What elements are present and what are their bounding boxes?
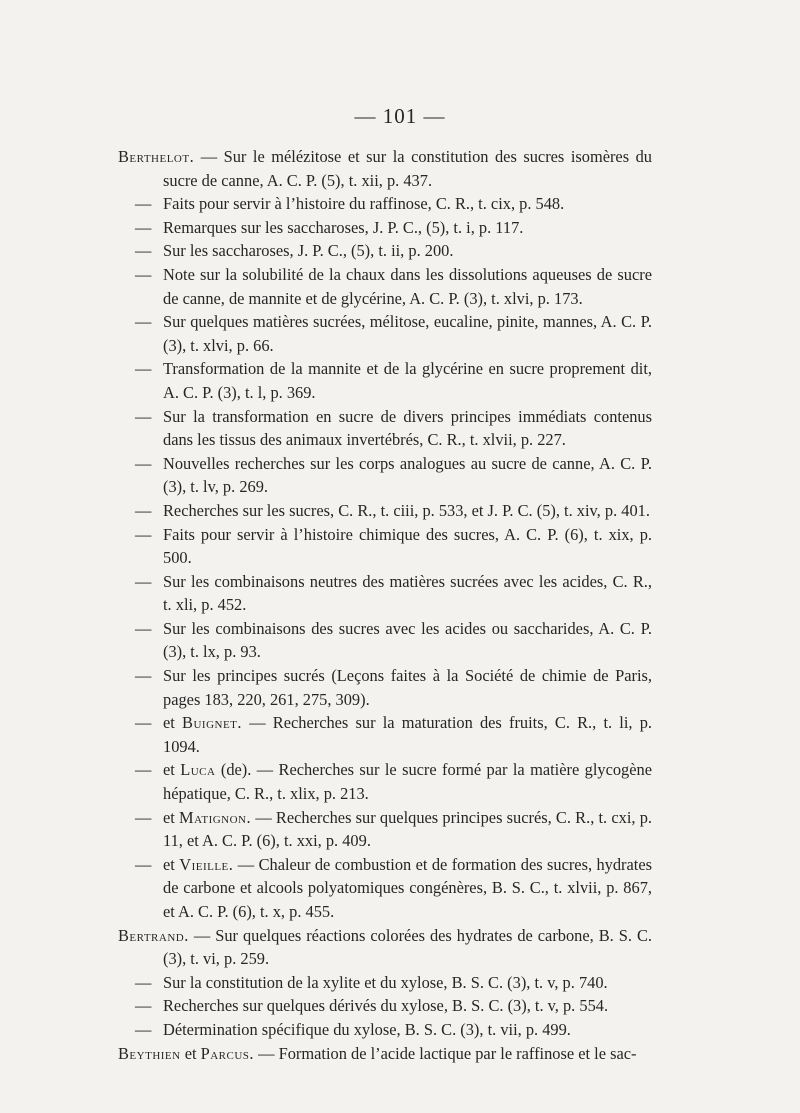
ditto-dash: — [135,618,152,638]
ditto-dash: — [135,854,152,874]
entry-text: Sur quelques matières sucrées, mélitose, eucaline, pinite, mannes, A. C. P. (3), t. xlvi, p. 66. [163,312,652,355]
bibliography-entry [118,971,652,995]
bibliography-entry [118,853,652,924]
ditto-dash: — [135,217,152,237]
entry-text: — Recherches sur la maturation des fruits, C. R., t. li, p. 1094. [163,713,652,756]
entry-text: Remarques sur les saccharoses, J. P. C., (5), t. i, p. 117. [163,217,524,237]
entry-text: Recherches sur les sucres, C. R., t. ciii, p. 533, et J. P. C. (5), t. xiv, p. 401. [163,500,650,520]
coauthor-name: Parcus. [200,1043,255,1063]
entry-text: Sur les combinaisons neutres des matières sucrées avec les acides, C. R., t. xli, p. 452. [163,571,652,615]
bibliography-entry [118,357,652,404]
bibliography-entry [118,310,652,357]
ditto-dash: — [135,807,152,827]
bibliography-list [118,145,652,1065]
ditto-dash: — [135,972,152,992]
entry-text: — Sur le mélézitose et sur la constitution des sucres isomères du sucre de canne, A. C. P. (5), t. xii, p. 437. [163,147,652,190]
entry-text: Nouvelles recherches sur les corps analogues au sucre de canne, A. C. P. (3), t. lv, p. 269. [163,453,652,497]
ditto-dash: — [135,194,152,214]
ditto-dash: — [135,760,152,780]
bibliography-entry [118,239,652,263]
entry-text: Faits pour servir à l’histoire chimique des sucres, A. C. P. (6), t. xix, p. 500. [163,524,652,568]
coauthor-name: Matignon. [179,807,252,827]
bibliography-entry [118,664,652,711]
bibliography-entry [118,924,652,971]
ditto-dash: — [135,571,152,591]
ditto-dash: — [135,264,152,284]
ditto-dash: — [135,1019,152,1039]
ditto-dash: — [135,524,152,544]
entry-text: Sur les principes sucrés (Leçons faites à la Société de chimie de Paris, pages 183, 220, 261, 275, 309). [163,666,652,709]
bibliography-entry [118,216,652,240]
page-number: — 101 — [354,104,446,128]
author-name: Berthelot. [118,147,195,166]
conjunction: et [163,807,180,827]
conjunction: et [163,854,180,874]
bibliography-entry [118,758,652,805]
bibliography-entry [118,994,652,1018]
bibliography-entry [118,711,652,758]
entry-text: Faits pour servir à l’histoire du raffinose, C. R., t. cix, p. 548. [163,194,565,214]
entry-text: (de). — Recherches sur le sucre formé par la matière glycogène hépatique, C. R., t. xlix, p. 213. [163,760,652,804]
entry-text: — Recherches sur quelques principes sucrés, C. R., t. cxi, p. 11, et A. C. P. (6), t. xxi, p. 409. [163,807,652,851]
ditto-dash: — [135,500,152,520]
entry-text: Sur les combinaisons des sucres avec les acides ou saccharides, A. C. P. (3), t. lx, p. 93. [163,618,652,662]
entry-text: Sur la constitution de la xylite et du xylose, B. S. C. (3), t. v, p. 740. [163,972,608,992]
ditto-dash: — [135,312,152,332]
entry-text: — Sur quelques réactions colorées des hydrates de carbone, B. S. C. (3), t. vi, p. 259. [163,925,652,969]
coauthor-name: Vieille. [179,854,234,874]
coauthor-name: Luca [180,760,216,780]
coauthor-name: Buignet. [182,713,242,733]
bibliography-entry [118,617,652,664]
ditto-dash: — [135,996,152,1016]
author-name: Bertrand. [118,925,189,945]
bibliography-entry [118,1042,652,1066]
entry-text: Détermination spécifique du xylose, B. S. C. (3), t. vii, p. 499. [163,1019,571,1039]
ditto-dash: — [135,406,152,426]
entry-text: Sur les saccharoses, J. P. C., (5), t. ii, p. 200. [163,241,454,261]
conjunction: et [163,760,181,780]
entry-text: Note sur la solubilité de la chaux dans les dissolutions aqueuses de sucre de canne, de mannite et de glycérine, A. C. P. (3), t. xlvi, p. 173. [163,264,652,308]
author-name: Beythien [118,1043,181,1063]
conjunction: et [163,713,183,733]
entry-text: Recherches sur quelques dérivés du xylose, B. S. C. (3), t. v, p. 554. [163,996,609,1016]
bibliography-entry [118,499,652,523]
bibliography-entry [118,405,652,452]
entry-text: Sur la transformation en sucre de divers principes immédiats contenus dans les tissus des animaux invertébrés, C. R., t. xlvii, p. 227. [163,406,652,450]
ditto-dash: — [135,359,152,379]
bibliography-entry [118,452,652,499]
bibliography-entry [118,263,652,310]
ditto-dash: — [135,453,152,473]
bibliography-entry [118,523,652,570]
bibliography-entry [118,1018,652,1042]
entry-text: — Formation de l’acide lactique par le raffinose et le sac- [254,1043,637,1063]
ditto-dash: — [135,241,152,261]
ditto-dash: — [135,713,152,733]
bibliography-entry [118,145,652,192]
entry-text: — Chaleur de combustion et de formation des sucres, hydrates de carbone et alcools polyatomiques congénères, B. S. C., t. xlvii, p. 867, et A. C. P. (6), t. x, p. 455. [163,854,652,921]
entry-text: Transformation de la mannite et de la glycérine en sucre proprement dit, A. C. P. (3), t. l, p. 369. [163,359,652,402]
bibliography-entry [118,570,652,617]
ditto-dash: — [135,666,152,686]
bibliography-entry [118,806,652,853]
bibliography-entry [118,192,652,216]
conjunction: et [180,1043,201,1063]
